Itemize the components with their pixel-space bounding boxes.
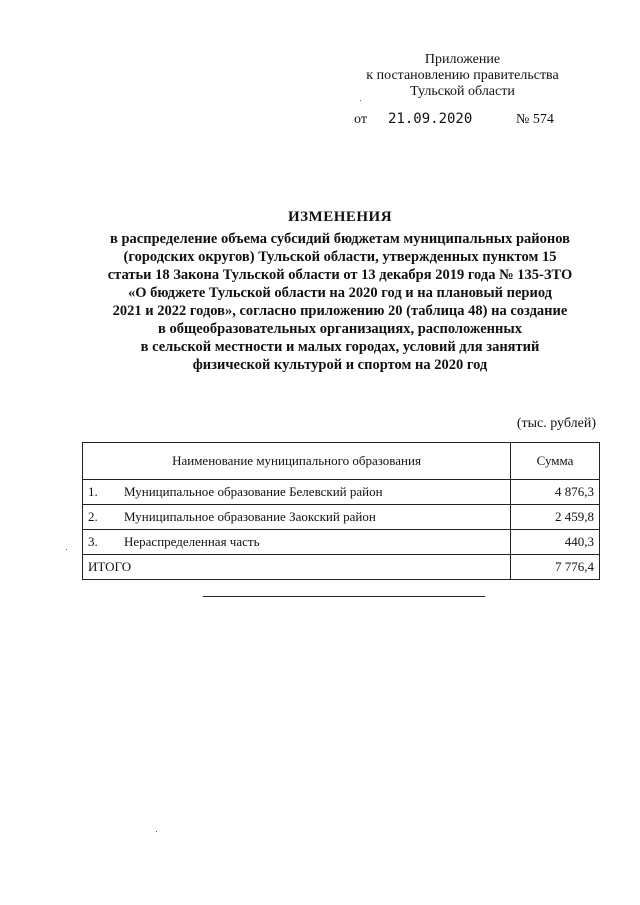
table-header-row: [83, 443, 600, 480]
subtitle-line: в распределение объема субсидий бюджетам муниципальных районов: [110, 231, 570, 247]
row-index: 1.: [88, 484, 98, 499]
row-amount: 2 459,8: [511, 505, 600, 530]
table-row: [83, 480, 600, 505]
closing-rule: [203, 596, 485, 597]
scan-speck: [66, 549, 67, 550]
header-amount: Сумма: [511, 443, 600, 480]
table-row: [83, 505, 600, 530]
total-label: ИТОГО: [83, 555, 511, 580]
appendix-header: [340, 52, 585, 100]
document-subtitle: [80, 230, 600, 374]
table-total-row: [83, 555, 600, 580]
row-name: Муниципальное образование Белевский район: [124, 484, 383, 499]
subtitle-line: 2021 и 2022 годов», согласно приложению 20 (таблица 48) на создание: [112, 303, 568, 319]
appendix-line-1: Приложение: [424, 52, 501, 67]
decree-number: № 574: [516, 112, 554, 127]
subtitle-line: в общеобразовательных организациях, расположенных: [158, 321, 522, 337]
total-amount: 7 776,4: [511, 555, 600, 580]
row-amount: 440,3: [511, 530, 600, 555]
row-name: Муниципальное образование Заокский район: [124, 509, 376, 524]
subtitle-line: статьи 18 Закона Тульской области от 13 декабря 2019 года № 135-ЗТО: [107, 267, 573, 283]
appendix-line-2: к постановлению правительства: [366, 68, 559, 83]
row-index: 3.: [88, 534, 98, 549]
subtitle-line: «О бюджете Тульской области на 2020 год и на плановый период: [127, 285, 553, 301]
appendix-line-3: Тульской области: [410, 84, 515, 99]
table-row: [83, 530, 600, 555]
scan-speck: [360, 100, 361, 101]
scan-speck: [156, 831, 157, 832]
row-index: 2.: [88, 509, 98, 524]
subsidy-table: [82, 442, 600, 580]
subtitle-line: (городских округов) Тульской области, утвержденных пунктом 15: [123, 249, 557, 265]
document-title: ИЗМЕНЕНИЯ: [287, 209, 393, 225]
subtitle-line: в сельской местности и малых городах, условий для занятий: [140, 339, 540, 355]
row-amount: 4 876,3: [511, 480, 600, 505]
row-name-cell: [83, 530, 511, 555]
units-note: (тыс. рублей): [516, 416, 596, 431]
decree-date: 21.09.2020: [388, 111, 473, 127]
row-name-cell: [83, 505, 511, 530]
row-name-cell: [83, 480, 511, 505]
row-name: Нераспределенная часть: [124, 534, 260, 549]
subtitle-line: физической культурой и спортом на 2020 год: [192, 357, 488, 373]
header-name: Наименование муниципального образования: [83, 443, 511, 480]
date-prefix: от: [354, 112, 367, 127]
